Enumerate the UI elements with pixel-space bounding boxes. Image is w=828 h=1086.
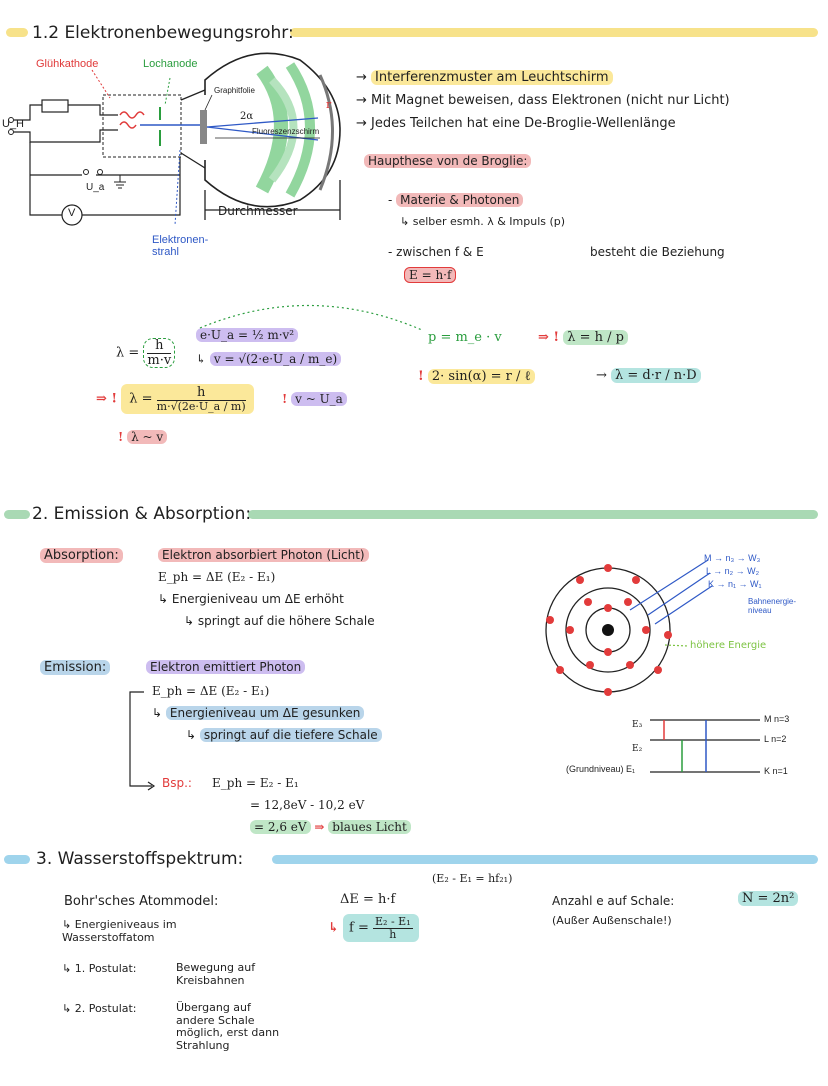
formula-lambda-dr: → λ = d·r / n·D: [596, 368, 701, 383]
atom-shell-K: K → n₁ → W₁: [708, 579, 762, 589]
formula-lambda-big: ⇒ ! λ = $\frac{h}{m\cdot√(2e\cdot U\_a / m)}$: [96, 384, 254, 414]
bsp-line-3: = 2,6 eV ⇒ blaues Licht: [250, 820, 411, 834]
section2-title-bar: [248, 510, 818, 519]
label-anode: Lochanode: [143, 58, 198, 70]
bohr-1: ↳ Energieniveaus im Wasserstoffatom: [62, 918, 177, 945]
level-L: L n=2: [764, 734, 787, 744]
level-E2: E₂: [632, 744, 643, 754]
label-cathode: Glühkathode: [36, 58, 99, 70]
atom-shell-M: M → n₃ → W₃: [704, 553, 761, 563]
emi-bracket: [124, 690, 164, 800]
formula-dE: ΔE = h·f: [340, 892, 396, 907]
section2-title-bar-left: [4, 510, 30, 519]
hyp-1: - Materie & Photonen: [388, 193, 523, 207]
post-2-text: Übergang auf andere Schale möglich, erst dann Strahlung: [176, 1001, 280, 1052]
hyp-1-sub: ↳ selber esmh. λ & Impuls (p): [400, 215, 566, 228]
bullet-2-text: Mit Magnet beweisen, dass Elektronen (nicht nur Licht): [371, 93, 730, 108]
label-r: r: [326, 98, 332, 111]
atom-hoehere: höhere Energie: [690, 640, 767, 651]
post-1-label: ↳ 1. Postulat:: [62, 962, 137, 975]
label-Ua: U_a: [86, 182, 105, 193]
emi-label: Emission:: [40, 660, 110, 675]
hyp-2-formula: E = h·f: [404, 268, 456, 282]
formula-v: ↳ v = √(2·e·U_a / m_e): [196, 352, 341, 366]
label-diameter: Durchmesser: [218, 204, 298, 218]
bsp-line-1: E_ph = E₂ - E₁: [212, 776, 299, 790]
bullet-3-text: Jedes Teilchen hat eine De-Broglie-Wellenlänge: [371, 116, 676, 131]
section1-title: 1.2 Elektronenbewegungsrohr:: [32, 23, 294, 43]
label-beam: Elektronen- strahl: [152, 234, 209, 259]
bullet-2: → Mit Magnet beweisen, dass Elektronen (nicht nur Licht): [356, 93, 730, 108]
hypothesis-title: Haupthese von de Broglie:: [364, 154, 531, 168]
atom-shell-L: L → n₂ → W₂: [706, 566, 760, 576]
count-text: Anzahl e auf Schale:: [552, 894, 675, 908]
count-formula: N = 2n²: [738, 891, 798, 906]
atom-bahn: Bahnenergie- niveau: [748, 597, 797, 615]
label-graphite: Graphitfolie: [214, 86, 255, 95]
label-UH: U_H: [2, 118, 25, 130]
bsp-label: Bsp.:: [162, 776, 192, 790]
bohr-title: Bohr'sches Atommodel:: [64, 894, 219, 909]
hyp-2-rest: besteht die Beziehung: [590, 245, 725, 259]
bsp-line-2: = 12,8eV - 10,2 eV: [250, 798, 365, 812]
bullet-1: → Interferenzmuster am Leuchtschirm: [356, 70, 613, 85]
formula-prop-1: ! v ~ U_a: [282, 392, 347, 406]
formula-lambda-p: ⇒ ! λ = h / p: [538, 330, 628, 345]
formula-dashed-arrow: [190, 292, 430, 332]
section1-title-bar: [290, 28, 818, 37]
section3-title-bar: [272, 855, 818, 864]
post-2-label: ↳ 2. Postulat:: [62, 1002, 137, 1015]
formula-top: (E₂ - E₁ = hf₂₁): [432, 872, 513, 885]
formula-p: p = m_e · v: [428, 330, 502, 345]
label-V: V: [68, 207, 76, 219]
emi-line-3: ↳ Energieniveau um ΔE gesunken: [152, 706, 364, 720]
count-note: (Außer Außenschale!): [552, 914, 672, 927]
energy-level-diagram: [650, 712, 800, 792]
level-M: M n=3: [764, 714, 790, 724]
abs-line-4: ↳ springt auf die höhere Schale: [184, 614, 375, 628]
label-screen: Fluoreszenzschirm: [252, 127, 320, 136]
section3-title-bar-left: [4, 855, 30, 864]
formula-sin: ! 2· sin(α) = r / ℓ: [418, 368, 535, 384]
formula-energy: e·U_a = ½ m·v²: [196, 328, 298, 342]
abs-line-1: Elektron absorbiert Photon (Licht): [158, 548, 369, 562]
emi-line-4: ↳ springt auf die tiefere Schale: [186, 728, 382, 742]
hyp-2: - zwischen f & E: [388, 245, 484, 259]
level-E3: E₃: [632, 720, 643, 730]
section3-title: 3. Wasserstoffspektrum:: [36, 849, 244, 869]
abs-line-2: E_ph = ΔE (E₂ - E₁): [158, 570, 276, 584]
bullet-3: → Jedes Teilchen hat eine De-Broglie-Wellenlänge: [356, 116, 676, 131]
level-E1: (Grundniveau) E₁: [566, 764, 636, 774]
formula-f: ↳ f = $\frac{\text{E₂ - E₁}}{h}$: [328, 914, 419, 942]
section2-title: 2. Emission & Absorption:: [32, 504, 252, 524]
section1-title-bar-left: [6, 28, 28, 37]
bullet-1-text: Interferenzmuster am Leuchtschirm: [371, 70, 613, 85]
level-K: K n=1: [764, 766, 788, 776]
formula-lambda: λ = $\frac{h}{m\cdot v}$: [116, 338, 175, 368]
emi-line-1: Elektron emittiert Photon: [146, 660, 305, 674]
abs-line-3: ↳ Energieniveau um ΔE erhöht: [158, 592, 344, 606]
atom-diagram: [540, 540, 800, 720]
emi-line-2: E_ph = ΔE (E₂ - E₁): [152, 684, 270, 698]
label-angle: 2α: [240, 111, 254, 122]
abs-label: Absorption:: [40, 548, 123, 563]
post-1-text: Bewegung auf Kreisbahnen: [176, 961, 256, 987]
formula-prop-2: ! λ ~ v: [118, 430, 167, 444]
